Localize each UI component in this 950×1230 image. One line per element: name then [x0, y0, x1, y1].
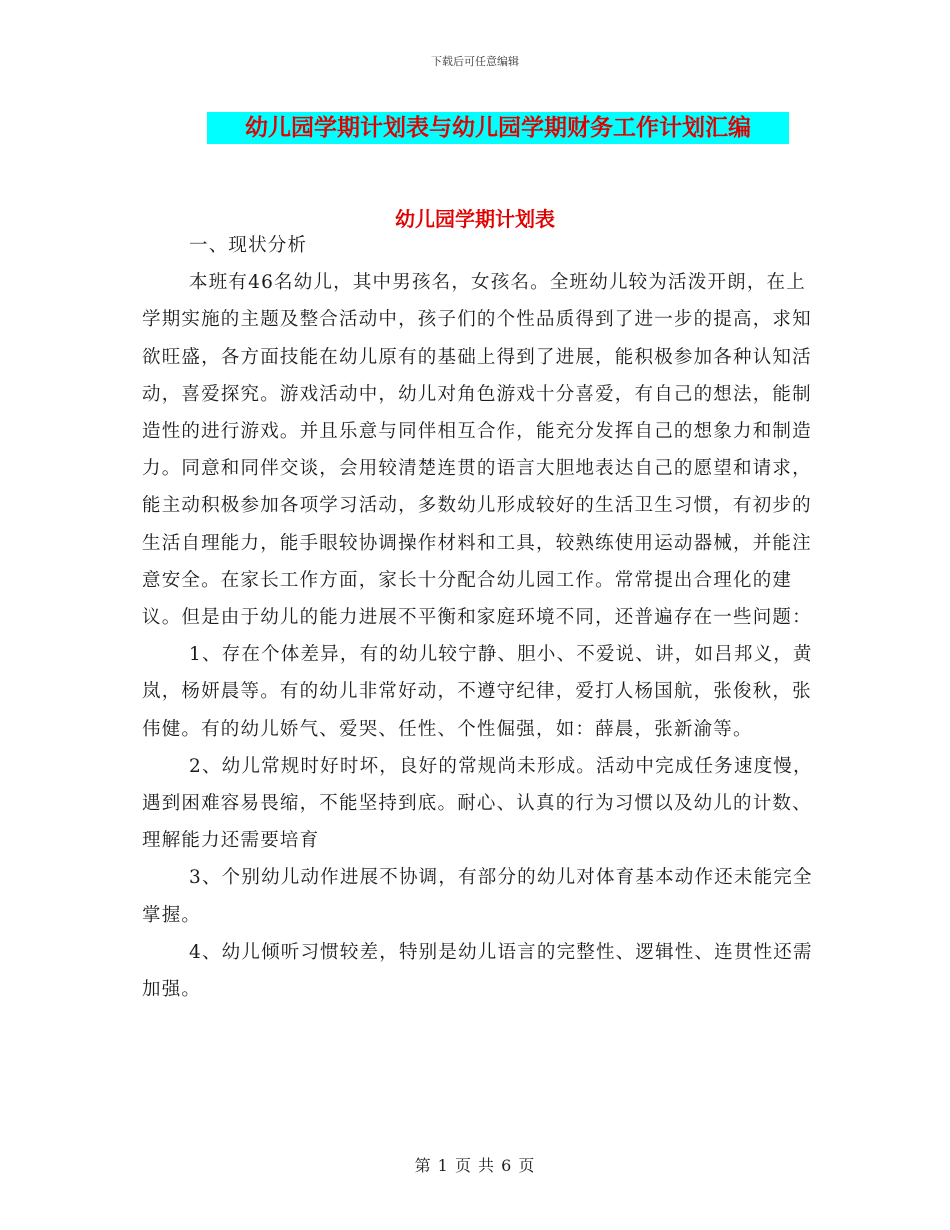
paragraph: 1、存在个体差异，有的幼儿较宁静、胆小、不爱说、讲，如吕邦义，黄岚，杨妍晨等。有的幼儿非常好动，不遵守纪律，爱打人杨国航，张俊秋，张伟健。有的幼儿娇气、爱哭、任性、个性倔强，如：薛晨，张新渝等。: [142, 644, 813, 740]
body-text: [142, 227, 814, 1008]
paragraph: 3、个别幼儿动作进展不协调，有部分的幼儿对体育基本动作还未能完全掌握。: [142, 867, 813, 926]
page-number-footer: 第 1 页 共 6 页: [414, 1156, 536, 1175]
paragraph: 4、幼儿倾听习惯较差，特别是幼儿语言的完整性、逻辑性、连贯性还需加强。: [142, 941, 813, 1001]
document-title: 幼儿园学期计划表与幼儿园学期财务工作计划汇编: [207, 112, 789, 144]
section-heading: 一、现状分析: [189, 235, 308, 256]
paragraph: 本班有46名幼儿，其中男孩名，女孩名。全班幼儿较为活泼开朗，在上学期实施的主题及整合活动中，孩子们的个性品质得到了进一步的提高，求知欲旺盛，各方面技能在幼儿原有的基础上得到了进展，能积极参加各种认知活动，喜爱探究。游戏活动中，幼儿对角色游戏十分喜爱，有自己的想法，能制造性的进行游戏。并且乐意与同伴相互合作，能充分发挥自己的想象力和制造力。同意和同伴交谈，会用较清楚连贯的语言大胆地表达自己的愿望和请求，能主动积极参加各项学习活动，多数幼儿形成较好的生活卫生习惯，有初步的生活自理能力，能手眼较协调操作材料和工具，较熟练使用运动器械，并能注意安全。在家长工作方面，家长十分配合幼儿园工作。常常提出合理化的建议。但是由于幼儿的能力进展不平衡和家庭环境不同，还普遍存在一些问题：: [142, 272, 812, 629]
header-note: 下载后可任意编辑: [431, 55, 519, 68]
section-title: 幼儿园学期计划表: [395, 207, 555, 231]
paragraph: 2、幼儿常规时好时坏，良好的常规尚未形成。活动中完成任务速度慢，遇到困难容易畏缩，不能坚持到底。耐心、认真的行为习惯以及幼儿的计数、理解能力还需要培育: [142, 755, 813, 852]
